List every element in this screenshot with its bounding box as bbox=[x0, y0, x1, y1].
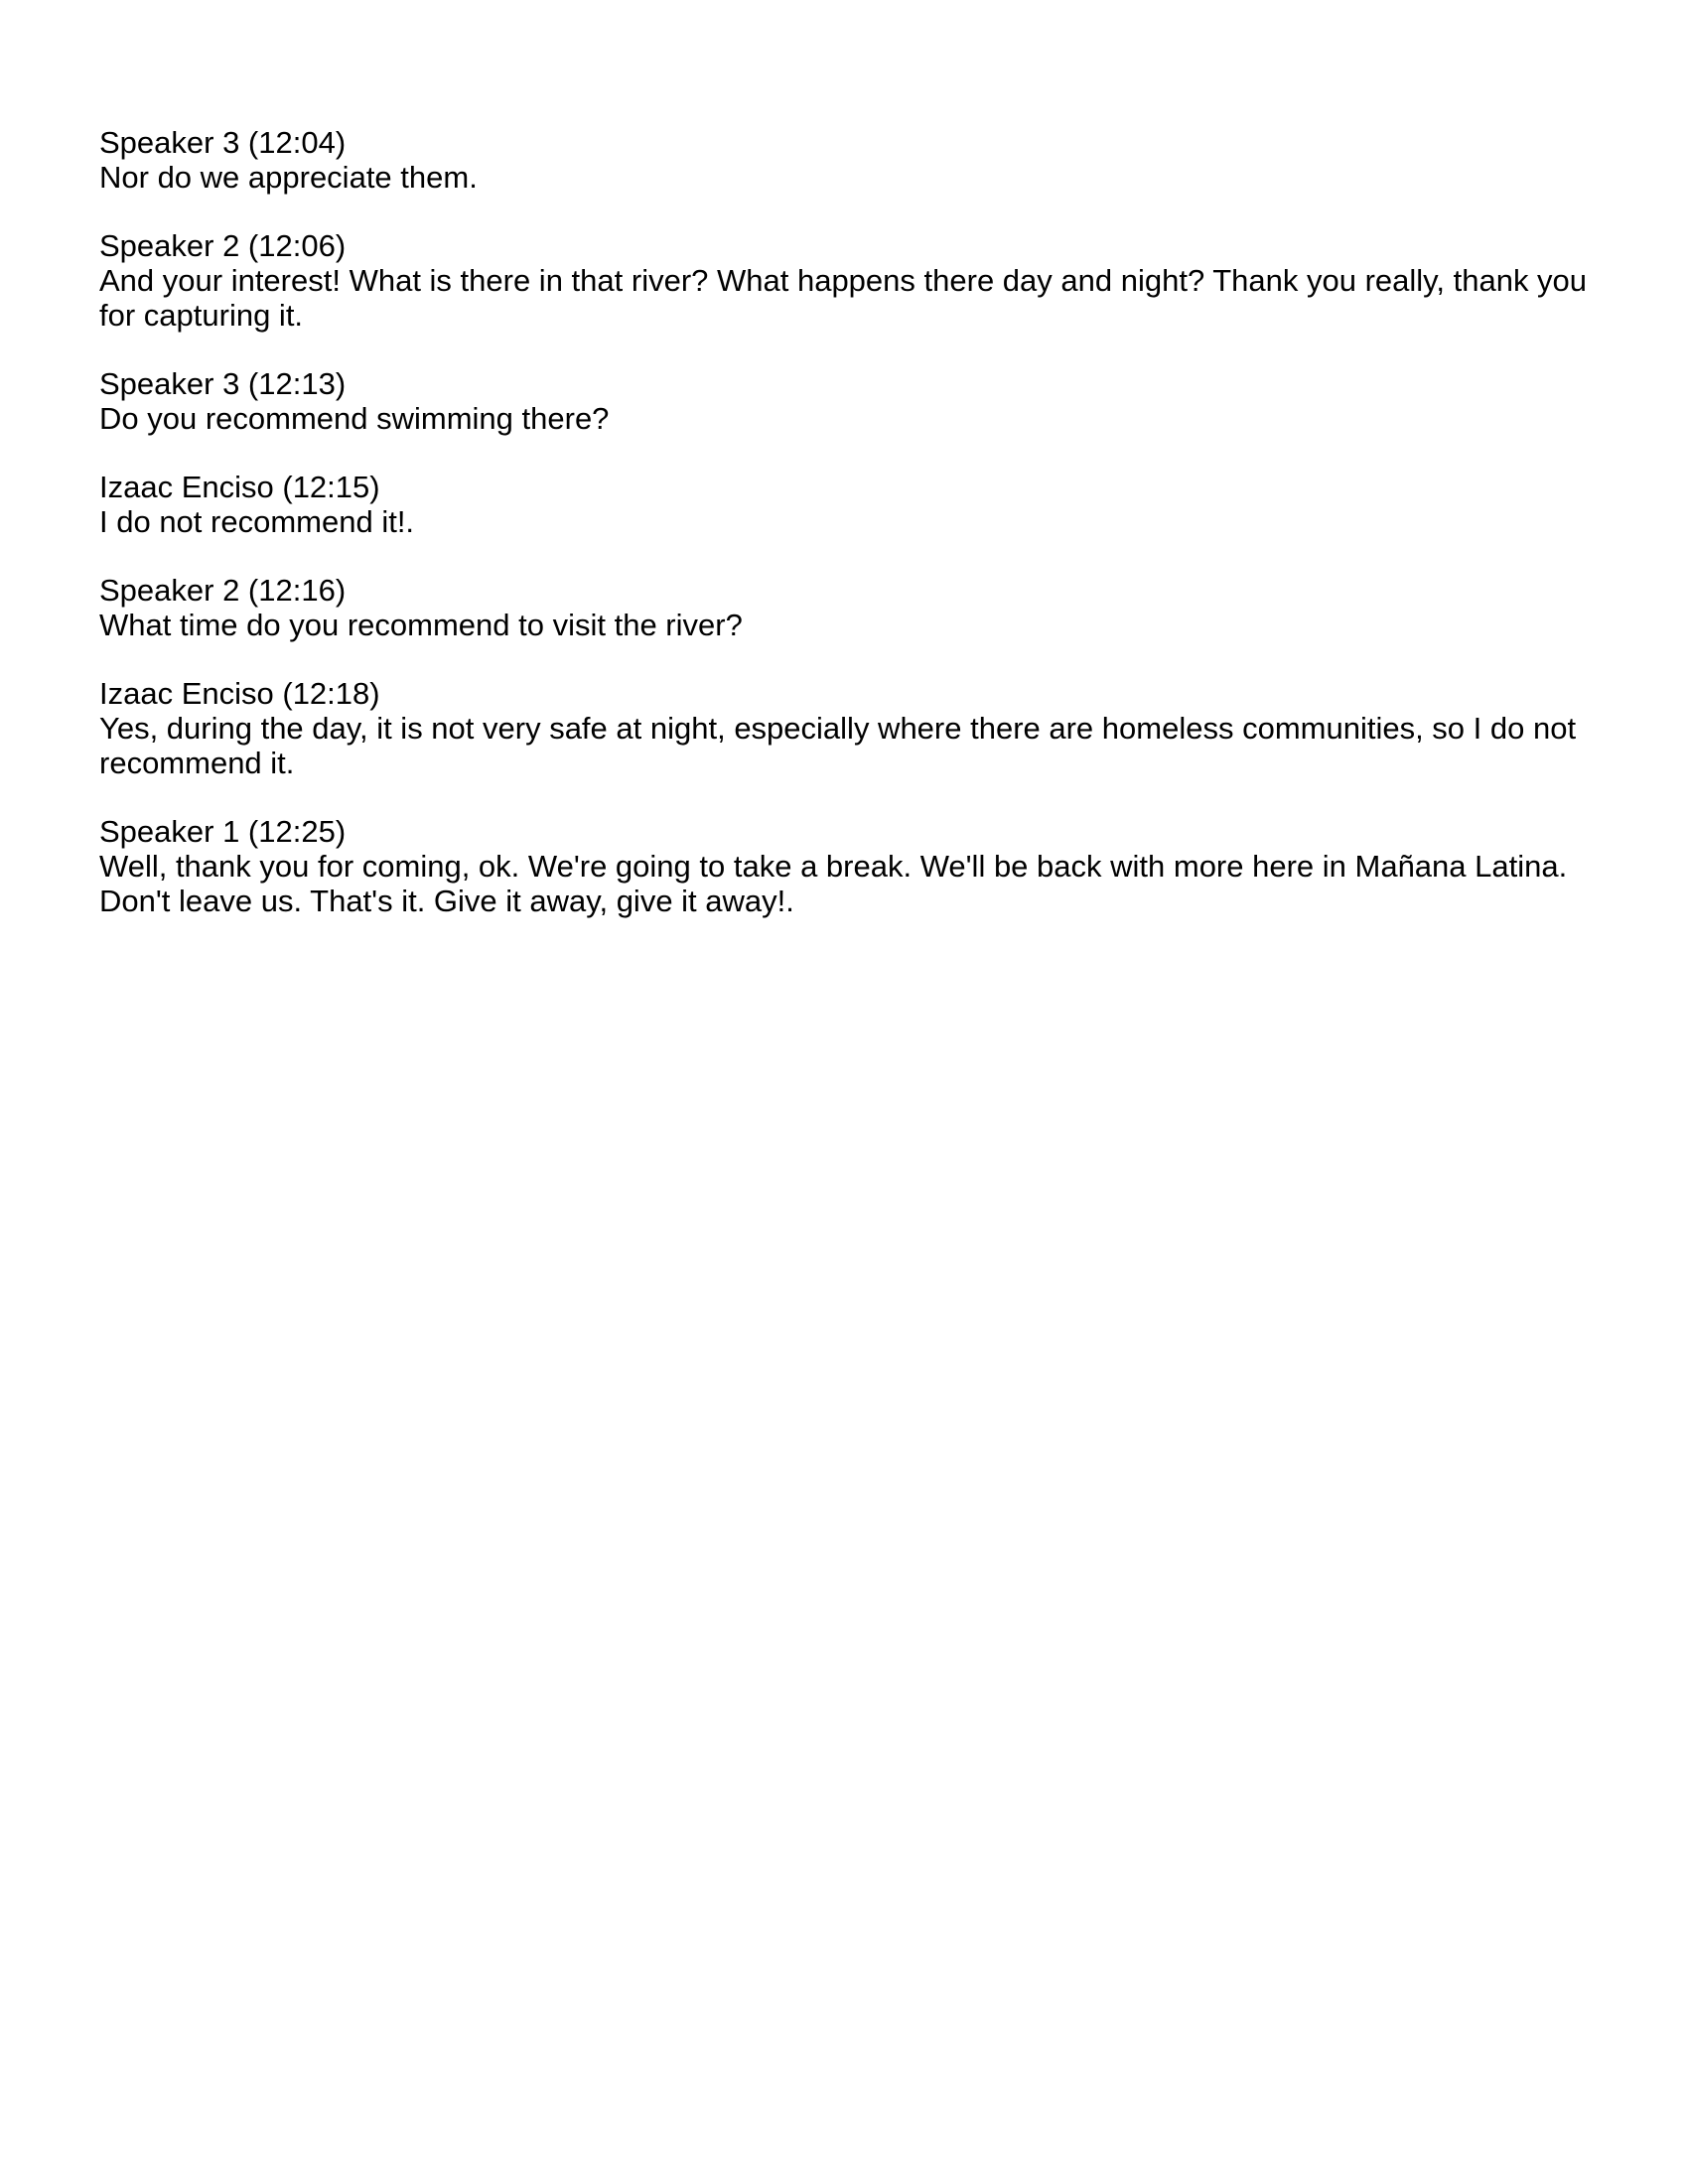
transcript-entry bbox=[99, 573, 1609, 642]
speaker-timestamp: Izaac Enciso (12:18) bbox=[99, 676, 380, 711]
speaker-timestamp: Speaker 2 (12:16) bbox=[99, 573, 347, 608]
transcript-entry bbox=[99, 125, 1609, 195]
transcript-entry bbox=[99, 228, 1609, 333]
utterance-text: I do not recommend it!. bbox=[99, 504, 415, 539]
speaker-timestamp: Speaker 3 (12:13) bbox=[99, 366, 347, 401]
utterance-text: What time do you recommend to visit the river? bbox=[99, 608, 743, 642]
transcript-entry bbox=[99, 470, 1609, 539]
speaker-timestamp: Izaac Enciso (12:15) bbox=[99, 470, 380, 504]
transcript-entry bbox=[99, 366, 1609, 436]
transcript-entry bbox=[99, 676, 1609, 780]
utterance-text: Do you recommend swimming there? bbox=[99, 401, 610, 436]
speaker-timestamp: Speaker 1 (12:25) bbox=[99, 814, 347, 849]
utterance-text: Yes, during the day, it is not very safe at night, especially where there are homeless communities, so I do not recommend it. bbox=[99, 711, 1577, 780]
utterance-text: And your interest! What is there in that river? What happens there day and night? Thank you really, thank you for capturing it. bbox=[99, 263, 1588, 333]
utterance-text: Well, thank you for coming, ok. We're going to take a break. We'll be back with more here in Mañana Latina. Don't leave us. That's it. Give it away, give it away!. bbox=[99, 849, 1568, 918]
transcript-entry bbox=[99, 814, 1609, 918]
speaker-timestamp: Speaker 2 (12:06) bbox=[99, 228, 347, 263]
speaker-timestamp: Speaker 3 (12:04) bbox=[99, 125, 347, 160]
transcript-page bbox=[99, 125, 1609, 952]
utterance-text: Nor do we appreciate them. bbox=[99, 160, 478, 195]
